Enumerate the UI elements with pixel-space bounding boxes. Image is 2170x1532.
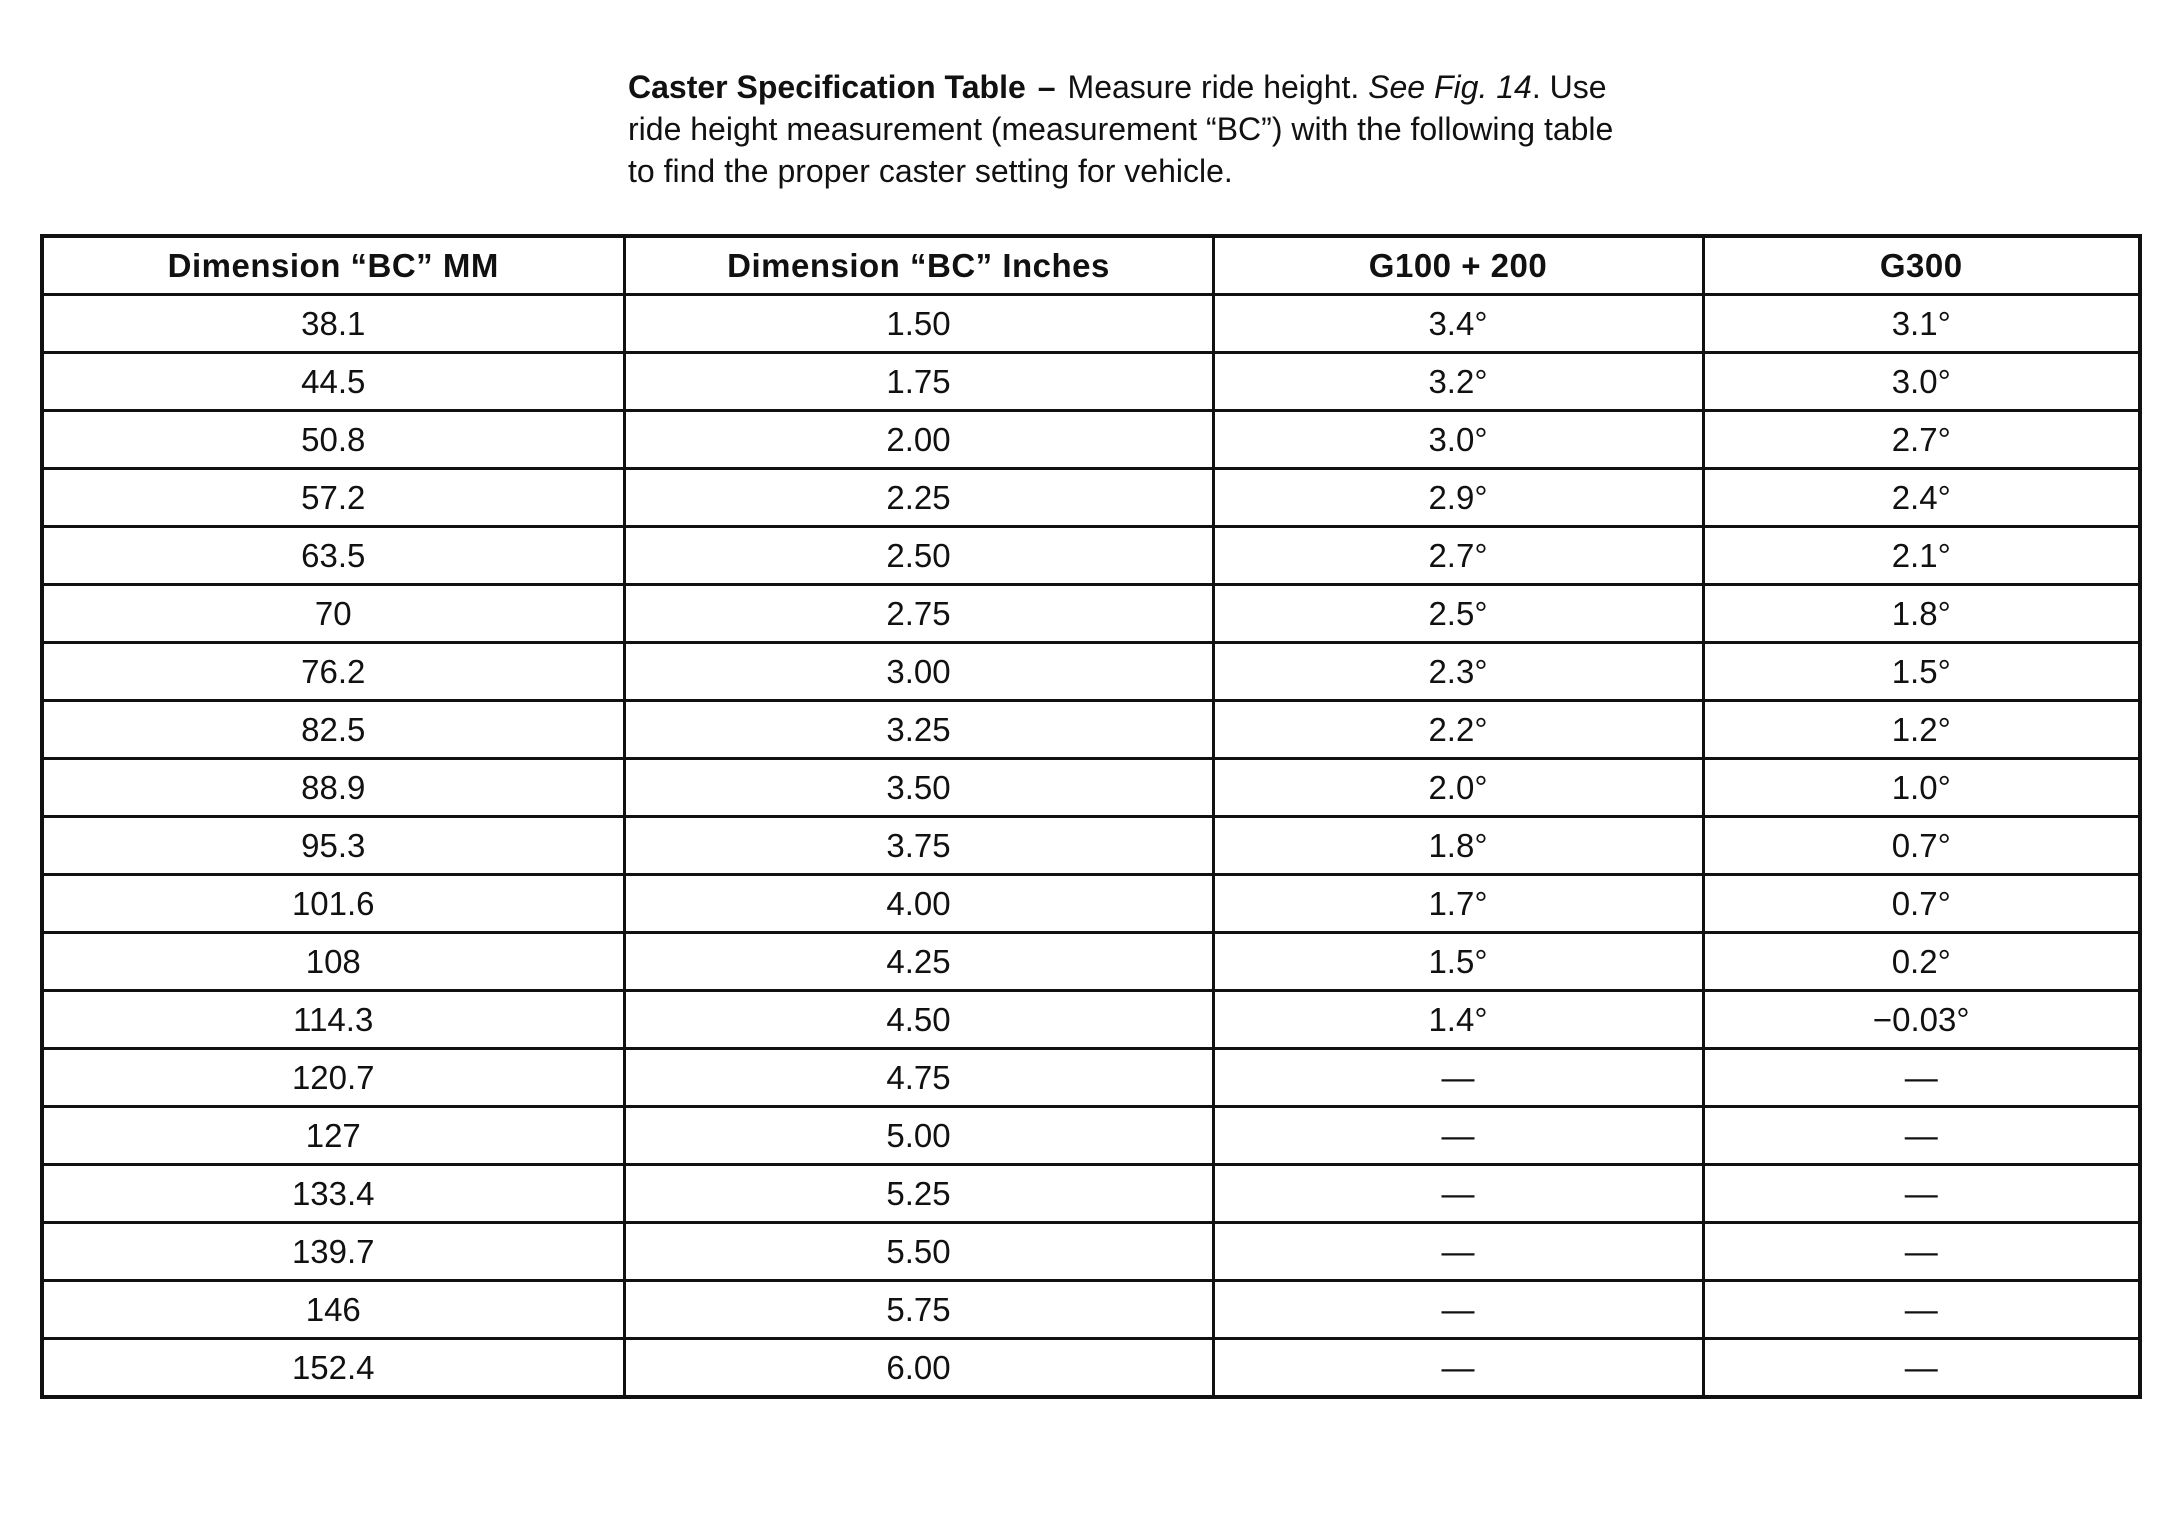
- cell-g300: 1.5°: [1703, 643, 2140, 701]
- cell-inches: 2.75: [624, 585, 1213, 643]
- table-row: [42, 991, 2140, 1049]
- cell-inches: 3.00: [624, 643, 1213, 701]
- cell-mm: 95.3: [42, 817, 624, 875]
- cell-g300: 0.7°: [1703, 875, 2140, 933]
- cell-inches: 6.00: [624, 1339, 1213, 1398]
- cell-mm: 152.4: [42, 1339, 624, 1398]
- intro-text-1-end: . Use: [1531, 69, 1607, 105]
- table-row: [42, 295, 2140, 353]
- cell-mm: 50.8: [42, 411, 624, 469]
- cell-inches: 4.25: [624, 933, 1213, 991]
- cell-mm: 133.4: [42, 1165, 624, 1223]
- cell-inches: 2.25: [624, 469, 1213, 527]
- cell-g100-200: 1.4°: [1213, 991, 1703, 1049]
- intro-line-2: ride height measurement (measurement “BC”) with the following table: [628, 111, 1614, 147]
- table-row: [42, 1223, 2140, 1281]
- cell-inches: 4.75: [624, 1049, 1213, 1107]
- cell-g300: 1.0°: [1703, 759, 2140, 817]
- cell-mm: 146: [42, 1281, 624, 1339]
- cell-mm: 63.5: [42, 527, 624, 585]
- cell-mm: 101.6: [42, 875, 624, 933]
- intro-paragraph: [628, 66, 1748, 192]
- figure-reference: See Fig. 14: [1368, 69, 1532, 105]
- cell-g300: 2.7°: [1703, 411, 2140, 469]
- cell-g300: 1.8°: [1703, 585, 2140, 643]
- cell-g300: —: [1703, 1165, 2140, 1223]
- table-row: [42, 1165, 2140, 1223]
- cell-inches: 5.50: [624, 1223, 1213, 1281]
- table-header-row: [42, 236, 2140, 295]
- table-row: [42, 1339, 2140, 1398]
- cell-inches: 4.50: [624, 991, 1213, 1049]
- cell-g300: —: [1703, 1107, 2140, 1165]
- table-row: [42, 411, 2140, 469]
- cell-g100-200: 2.3°: [1213, 643, 1703, 701]
- cell-g300: −0.03°: [1703, 991, 2140, 1049]
- cell-mm: 82.5: [42, 701, 624, 759]
- cell-g100-200: 3.4°: [1213, 295, 1703, 353]
- cell-g100-200: —: [1213, 1165, 1703, 1223]
- cell-g100-200: —: [1213, 1049, 1703, 1107]
- table-row: [42, 1049, 2140, 1107]
- header-g300: G300: [1703, 236, 2140, 295]
- cell-g300: 3.1°: [1703, 295, 2140, 353]
- cell-inches: 2.50: [624, 527, 1213, 585]
- cell-g300: 2.1°: [1703, 527, 2140, 585]
- intro-line-1: [628, 66, 1748, 108]
- cell-g300: —: [1703, 1339, 2140, 1398]
- cell-mm: 70: [42, 585, 624, 643]
- title-dash: –: [1037, 69, 1056, 105]
- cell-mm: 88.9: [42, 759, 624, 817]
- cell-g100-200: 2.5°: [1213, 585, 1703, 643]
- table-row: [42, 585, 2140, 643]
- cell-mm: 76.2: [42, 643, 624, 701]
- cell-inches: 2.00: [624, 411, 1213, 469]
- table-row: [42, 759, 2140, 817]
- cell-g100-200: 2.7°: [1213, 527, 1703, 585]
- table-row: [42, 817, 2140, 875]
- cell-g300: —: [1703, 1223, 2140, 1281]
- table-row: [42, 527, 2140, 585]
- cell-inches: 5.00: [624, 1107, 1213, 1165]
- cell-g100-200: 2.2°: [1213, 701, 1703, 759]
- cell-g300: 1.2°: [1703, 701, 2140, 759]
- cell-g100-200: 3.2°: [1213, 353, 1703, 411]
- cell-mm: 120.7: [42, 1049, 624, 1107]
- cell-mm: 108: [42, 933, 624, 991]
- cell-g100-200: —: [1213, 1223, 1703, 1281]
- cell-g300: —: [1703, 1281, 2140, 1339]
- table-title: Caster Specification Table: [628, 69, 1026, 105]
- header-g100-200: G100 + 200: [1213, 236, 1703, 295]
- cell-g100-200: 2.9°: [1213, 469, 1703, 527]
- table-row: [42, 701, 2140, 759]
- cell-inches: 3.25: [624, 701, 1213, 759]
- cell-g100-200: —: [1213, 1107, 1703, 1165]
- table-row: [42, 1281, 2140, 1339]
- header-dimension-mm: Dimension “BC” MM: [42, 236, 624, 295]
- table-row: [42, 643, 2140, 701]
- cell-mm: 44.5: [42, 353, 624, 411]
- cell-mm: 127: [42, 1107, 624, 1165]
- caster-specification-table: [40, 234, 2142, 1399]
- cell-mm: 38.1: [42, 295, 624, 353]
- intro-line-3: to find the proper caster setting for vehicle.: [628, 153, 1233, 189]
- cell-mm: 57.2: [42, 469, 624, 527]
- cell-g300: 3.0°: [1703, 353, 2140, 411]
- table-row: [42, 875, 2140, 933]
- cell-inches: 4.00: [624, 875, 1213, 933]
- cell-mm: 139.7: [42, 1223, 624, 1281]
- table-row: [42, 933, 2140, 991]
- cell-g100-200: —: [1213, 1339, 1703, 1398]
- cell-g300: —: [1703, 1049, 2140, 1107]
- cell-g300: 2.4°: [1703, 469, 2140, 527]
- cell-g100-200: 1.7°: [1213, 875, 1703, 933]
- table-row: [42, 469, 2140, 527]
- cell-inches: 3.75: [624, 817, 1213, 875]
- table-row: [42, 353, 2140, 411]
- cell-g100-200: 3.0°: [1213, 411, 1703, 469]
- cell-g300: 0.7°: [1703, 817, 2140, 875]
- table-row: [42, 1107, 2140, 1165]
- cell-g300: 0.2°: [1703, 933, 2140, 991]
- cell-inches: 1.50: [624, 295, 1213, 353]
- cell-inches: 5.25: [624, 1165, 1213, 1223]
- intro-text-1: Measure ride height.: [1067, 69, 1360, 105]
- cell-g100-200: —: [1213, 1281, 1703, 1339]
- cell-mm: 114.3: [42, 991, 624, 1049]
- header-dimension-inches: Dimension “BC” Inches: [624, 236, 1213, 295]
- cell-inches: 1.75: [624, 353, 1213, 411]
- cell-g100-200: 1.8°: [1213, 817, 1703, 875]
- cell-inches: 3.50: [624, 759, 1213, 817]
- cell-g100-200: 1.5°: [1213, 933, 1703, 991]
- cell-inches: 5.75: [624, 1281, 1213, 1339]
- cell-g100-200: 2.0°: [1213, 759, 1703, 817]
